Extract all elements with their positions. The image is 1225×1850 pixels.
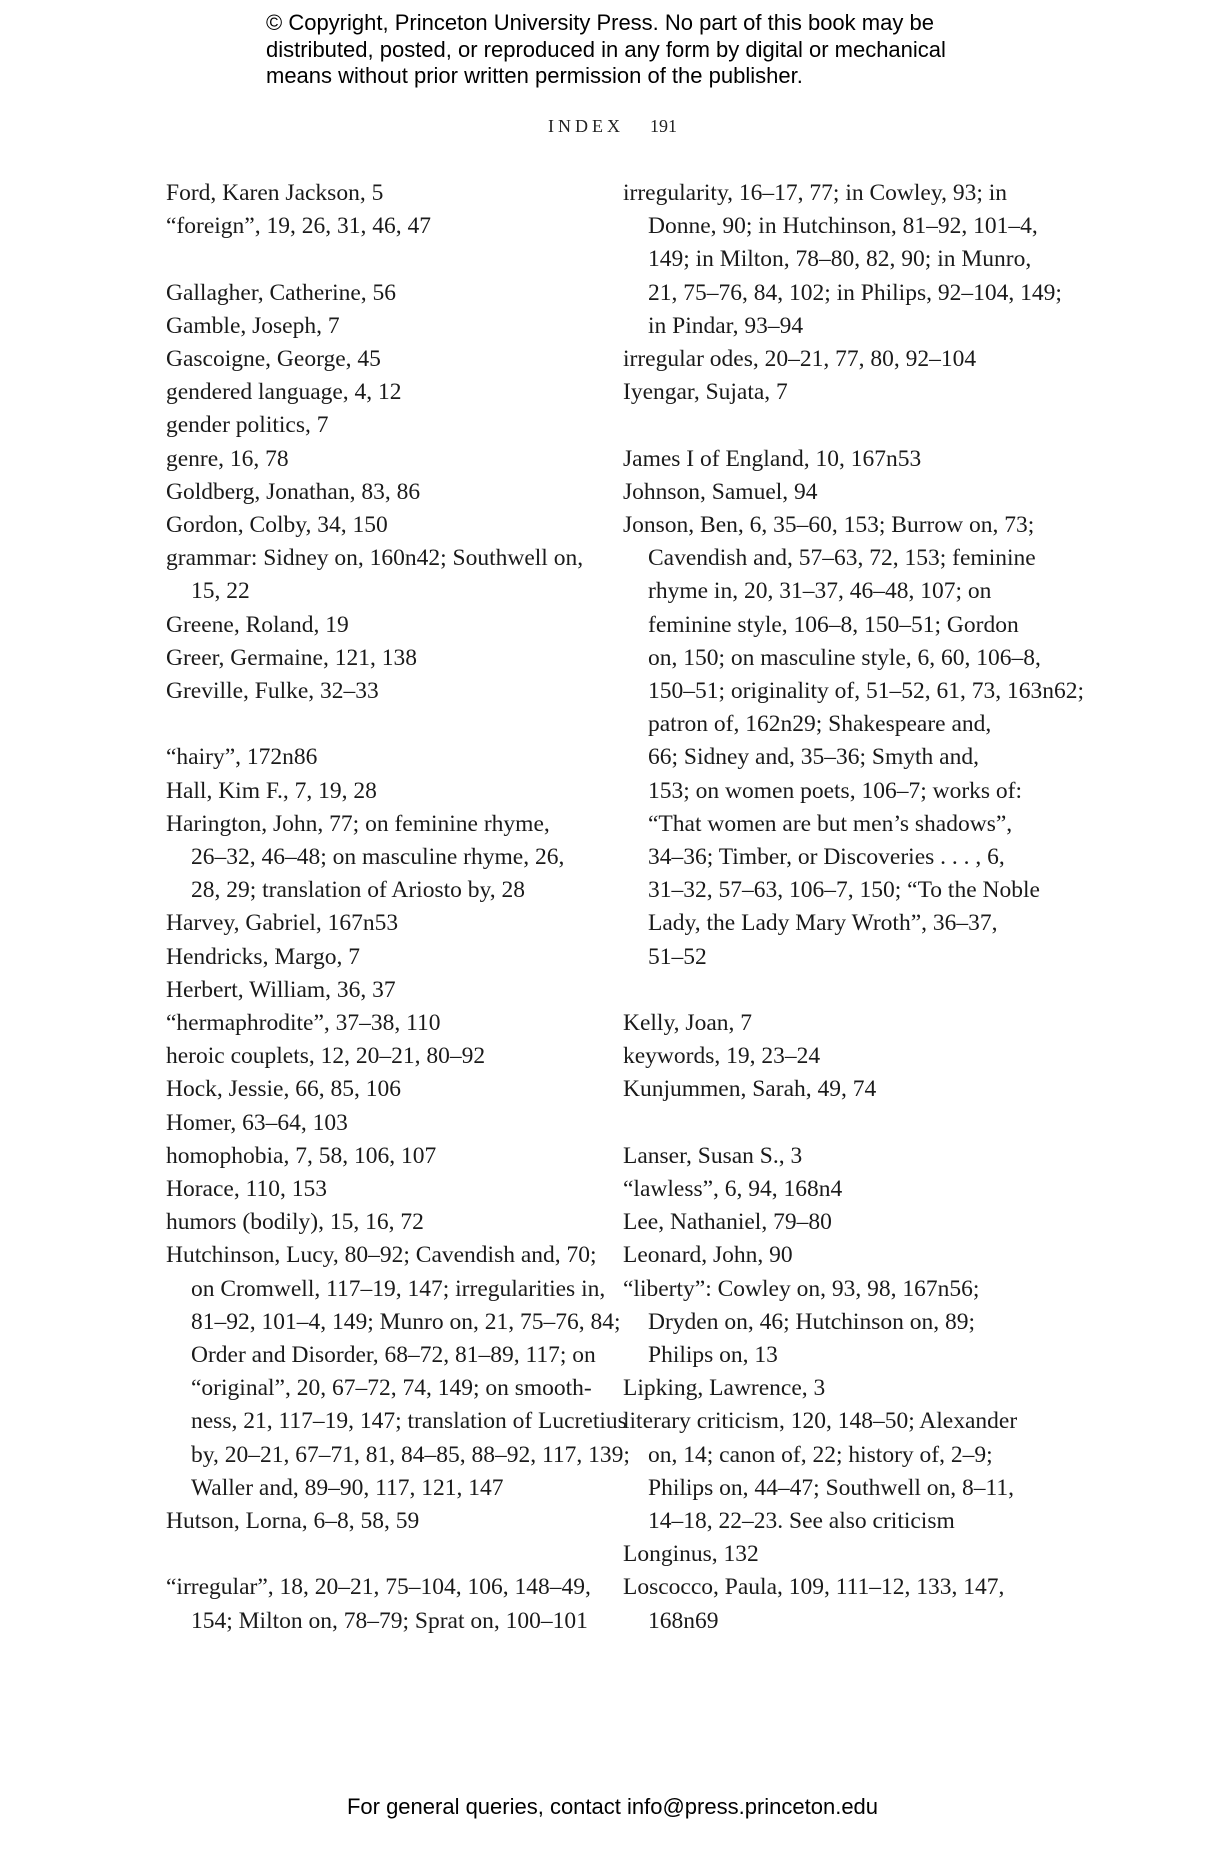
index-entry-line: literary criticism, 120, 148–50; Alexander bbox=[623, 1408, 1018, 1435]
running-head-title: INDEX bbox=[548, 116, 624, 136]
index-entry-line: 154; Milton on, 78–79; Sprat on, 100–101 bbox=[191, 1607, 588, 1634]
index-entry-line: patron of, 162n29; Shakespeare and, bbox=[648, 711, 992, 738]
index-entry bbox=[166, 1007, 596, 1040]
index-entry-line: Harvey, Gabriel, 167n53 bbox=[166, 910, 399, 937]
index-entry bbox=[623, 1007, 1053, 1040]
index-entry bbox=[623, 177, 1062, 343]
index-entry-line: rhyme in, 20, 31–37, 46–48, 107; on bbox=[648, 578, 992, 605]
index-entry-line: on, 14; canon of, 22; history of, 2–9; bbox=[648, 1441, 993, 1468]
index-entry bbox=[166, 476, 596, 509]
letter-group-gap bbox=[623, 1107, 1053, 1140]
index-entry-line: Herbert, William, 36, 37 bbox=[166, 976, 396, 1003]
index-entry-line: Ford, Karen Jackson, 5 bbox=[166, 180, 384, 206]
index-entry-line: Greville, Fulke, 32–33 bbox=[166, 678, 379, 705]
index-entry bbox=[166, 1239, 630, 1505]
index-entry bbox=[623, 1571, 1053, 1637]
index-entry bbox=[166, 642, 596, 675]
index-entry bbox=[166, 177, 596, 210]
copyright-line: distributed, posted, or reproduced in any form by digital or mechanical bbox=[266, 36, 946, 62]
index-entry-line: Homer, 63–64, 103 bbox=[166, 1109, 348, 1136]
index-entry bbox=[166, 443, 596, 476]
index-entry-line: “lawless”, 6, 94, 168n4 bbox=[623, 1176, 843, 1203]
letter-group-gap bbox=[623, 409, 1053, 442]
index-entry-line: irregularity, 16–17, 77; in Cowley, 93; in bbox=[623, 180, 1007, 206]
copyright-notice bbox=[266, 10, 1026, 90]
index-entry-line: Loscocco, Paula, 109, 111–12, 133, 147, bbox=[623, 1574, 1005, 1601]
index-entry-line: heroic couplets, 12, 20–21, 80–92 bbox=[166, 1043, 486, 1070]
index-entry-line: 21, 75–76, 84, 102; in Philips, 92–104, 149; bbox=[648, 279, 1062, 306]
copyright-line: © Copyright, Princeton University Press. No part of this book may be bbox=[266, 10, 934, 35]
index-entry-line: Longinus, 132 bbox=[623, 1541, 759, 1568]
index-entry-line: Lady, the Lady Mary Wroth”, 36–37, bbox=[648, 910, 998, 937]
index-entry-line: Philips on, 44–47; Southwell on, 8–11, bbox=[648, 1474, 1015, 1501]
running-head bbox=[0, 116, 1225, 137]
page-number: 191 bbox=[650, 116, 677, 136]
index-entry-line: Iyengar, Sujata, 7 bbox=[623, 379, 788, 406]
index-entry bbox=[623, 1040, 1053, 1073]
index-entry bbox=[166, 941, 596, 974]
index-entry-line: homophobia, 7, 58, 106, 107 bbox=[166, 1142, 437, 1169]
index-entry-line: humors (bodily), 15, 16, 72 bbox=[166, 1209, 424, 1236]
index-entry bbox=[166, 1505, 596, 1538]
index-entry bbox=[166, 808, 596, 908]
index-entry-line: Donne, 90; in Hutchinson, 81–92, 101–4, bbox=[648, 213, 1038, 240]
index-entry-line: Hutchinson, Lucy, 80–92; Cavendish and, 70; bbox=[166, 1242, 597, 1269]
index-entry bbox=[623, 1173, 1053, 1206]
index-entry-line: 150–51; originality of, 51–52, 61, 73, 163n62; bbox=[648, 678, 1085, 705]
index-entry bbox=[623, 1140, 1053, 1173]
index-entry bbox=[623, 376, 1053, 409]
index-entry-line: Hock, Jessie, 66, 85, 106 bbox=[166, 1076, 401, 1103]
index-entry-line: on Cromwell, 117–19, 147; irregularities in, bbox=[191, 1275, 606, 1302]
index-entry bbox=[166, 1107, 596, 1140]
index-entry bbox=[166, 609, 596, 642]
index-entry-line: keywords, 19, 23–24 bbox=[623, 1043, 821, 1070]
index-entry-line: 149; in Milton, 78–80, 82, 90; in Munro, bbox=[648, 246, 1032, 273]
index-entry-line: Gallagher, Catherine, 56 bbox=[166, 279, 397, 306]
index-entry-line: grammar: Sidney on, 160n42; Southwell on, bbox=[166, 545, 584, 572]
index-entry-line: Harington, John, 77; on feminine rhyme, bbox=[166, 810, 550, 837]
index-entry bbox=[166, 1173, 596, 1206]
index-entry-line: Jonson, Ben, 6, 35–60, 153; Burrow on, 73; bbox=[623, 512, 1035, 539]
index-column-right bbox=[623, 177, 1085, 1638]
index-entry-line: Lanser, Susan S., 3 bbox=[623, 1142, 803, 1169]
index-entry-line: Leonard, John, 90 bbox=[623, 1242, 793, 1269]
index-entry-line: “That women are but men’s shadows”, bbox=[648, 810, 1013, 837]
copyright-line: means without prior written permission of the publisher. bbox=[266, 63, 803, 88]
index-entry-line: 51–52 bbox=[648, 943, 707, 970]
index-entry bbox=[166, 542, 596, 608]
index-entry-line: on, 150; on masculine style, 6, 60, 106–8, bbox=[648, 644, 1041, 671]
index-entry-line: Lipking, Lawrence, 3 bbox=[623, 1375, 826, 1402]
index-entry-line: Gordon, Colby, 34, 150 bbox=[166, 512, 388, 539]
index-entry bbox=[623, 1405, 1053, 1538]
index-entry-line: 168n69 bbox=[648, 1607, 719, 1634]
index-entry bbox=[166, 409, 596, 442]
index-entry-line: gendered language, 4, 12 bbox=[166, 379, 402, 406]
index-entry bbox=[623, 476, 1053, 509]
index-entry-line: “original”, 20, 67–72, 74, 149; on smooth- bbox=[191, 1375, 592, 1402]
index-entry-line: Lee, Nathaniel, 79–80 bbox=[623, 1209, 832, 1236]
index-entry-line: Philips on, 13 bbox=[648, 1342, 778, 1369]
index-entry bbox=[623, 1538, 1053, 1571]
index-entry bbox=[166, 907, 596, 940]
index-entry-line: irregular odes, 20–21, 77, 80, 92–104 bbox=[623, 346, 977, 373]
index-entry bbox=[166, 1140, 596, 1173]
index-entry-line: Gamble, Joseph, 7 bbox=[166, 312, 340, 339]
index-entry bbox=[166, 775, 596, 808]
index-entry bbox=[166, 1040, 596, 1073]
index-entry bbox=[166, 509, 596, 542]
index-entry-line: Gascoigne, George, 45 bbox=[166, 346, 381, 372]
index-entry bbox=[166, 741, 596, 774]
index-entry-line: genre, 16, 78 bbox=[166, 445, 289, 472]
index-entry bbox=[623, 1273, 1053, 1373]
index-entry-line: Horace, 110, 153 bbox=[166, 1176, 327, 1203]
index-entry-line: Dryden on, 46; Hutchinson on, 89; bbox=[648, 1308, 976, 1335]
index-entry-line: feminine style, 106–8, 150–51; Gordon bbox=[648, 611, 1019, 638]
index-entry-line: Hall, Kim F., 7, 19, 28 bbox=[166, 777, 377, 804]
index-entry bbox=[166, 974, 596, 1007]
index-entry-line: 14–18, 22–23. See also criticism bbox=[648, 1508, 955, 1535]
index-entry bbox=[623, 443, 1053, 476]
index-entry-line: Kelly, Joan, 7 bbox=[623, 1010, 753, 1037]
index-entry bbox=[623, 1239, 1053, 1272]
index-entry bbox=[166, 1571, 596, 1637]
index-entry bbox=[623, 343, 1053, 376]
index-entry bbox=[623, 1206, 1053, 1239]
index-entry-line: ness, 21, 117–19, 147; translation of Lucretius bbox=[191, 1408, 627, 1435]
index-entry-line: Johnson, Samuel, 94 bbox=[623, 478, 818, 505]
index-entry bbox=[166, 1073, 596, 1106]
index-entry-line: “liberty”: Cowley on, 93, 98, 167n56; bbox=[623, 1275, 980, 1302]
index-column-left bbox=[166, 177, 630, 1638]
index-entry bbox=[166, 1206, 596, 1239]
letter-group-gap bbox=[166, 1538, 596, 1571]
index-entry bbox=[166, 210, 596, 243]
index-entry-line: 34–36; Timber, or Discoveries . . . , 6, bbox=[648, 844, 1005, 871]
footer-contact: For general queries, contact info@press.princeton.edu bbox=[346, 1794, 879, 1819]
index-entry-line: Hendricks, Margo, 7 bbox=[166, 943, 361, 970]
letter-group-gap bbox=[623, 974, 1053, 1007]
index-entry bbox=[166, 310, 596, 343]
index-entry-line: 26–32, 46–48; on masculine rhyme, 26, bbox=[191, 844, 565, 871]
index-entry-line: Waller and, 89–90, 117, 121, 147 bbox=[191, 1474, 504, 1501]
index-entry-line: James I of England, 10, 167n53 bbox=[623, 445, 922, 472]
index-entry bbox=[166, 277, 596, 310]
index-entry-line: “irregular”, 18, 20–21, 75–104, 106, 148–49, bbox=[166, 1574, 591, 1601]
index-entry bbox=[623, 1073, 1053, 1106]
index-entry-line: Order and Disorder, 68–72, 81–89, 117; on bbox=[191, 1342, 596, 1369]
index-entry-line: Goldberg, Jonathan, 83, 86 bbox=[166, 478, 421, 505]
index-entry-line: Hutson, Lorna, 6–8, 58, 59 bbox=[166, 1508, 420, 1535]
index-entry bbox=[623, 1372, 1053, 1405]
index-entry-line: Cavendish and, 57–63, 72, 153; feminine bbox=[648, 545, 1036, 572]
index-entry-line: “foreign”, 19, 26, 31, 46, 47 bbox=[166, 213, 431, 240]
index-entry-line: by, 20–21, 67–71, 81, 84–85, 88–92, 117, 139; bbox=[191, 1441, 630, 1468]
index-entry-line: gender politics, 7 bbox=[166, 412, 329, 439]
index-entry-line: 28, 29; translation of Ariosto by, 28 bbox=[191, 877, 525, 904]
index-entry-line: 31–32, 57–63, 106–7, 150; “To the Noble bbox=[648, 877, 1040, 904]
index-entry-line: “hairy”, 172n86 bbox=[166, 744, 318, 771]
index-entry-line: in Pindar, 93–94 bbox=[648, 312, 804, 339]
index-entry-line: 15, 22 bbox=[191, 578, 250, 605]
index-entry-line: 153; on women poets, 106–7; works of: bbox=[648, 777, 1023, 804]
index-entry-line: 66; Sidney and, 35–36; Smyth and, bbox=[648, 744, 979, 771]
index-entry bbox=[166, 343, 596, 376]
index-entry-line: Greene, Roland, 19 bbox=[166, 611, 349, 638]
index-entry-line: 81–92, 101–4, 149; Munro on, 21, 75–76, 84; bbox=[191, 1308, 621, 1335]
index-entry bbox=[166, 376, 596, 409]
index-entry bbox=[623, 509, 1085, 974]
index-entry bbox=[166, 675, 596, 708]
index-entry-line: Kunjummen, Sarah, 49, 74 bbox=[623, 1076, 877, 1103]
index-entry-line: “hermaphrodite”, 37–38, 110 bbox=[166, 1010, 441, 1037]
letter-group-gap bbox=[166, 243, 596, 276]
letter-group-gap bbox=[166, 708, 596, 741]
index-entry-line: Greer, Germaine, 121, 138 bbox=[166, 644, 417, 671]
